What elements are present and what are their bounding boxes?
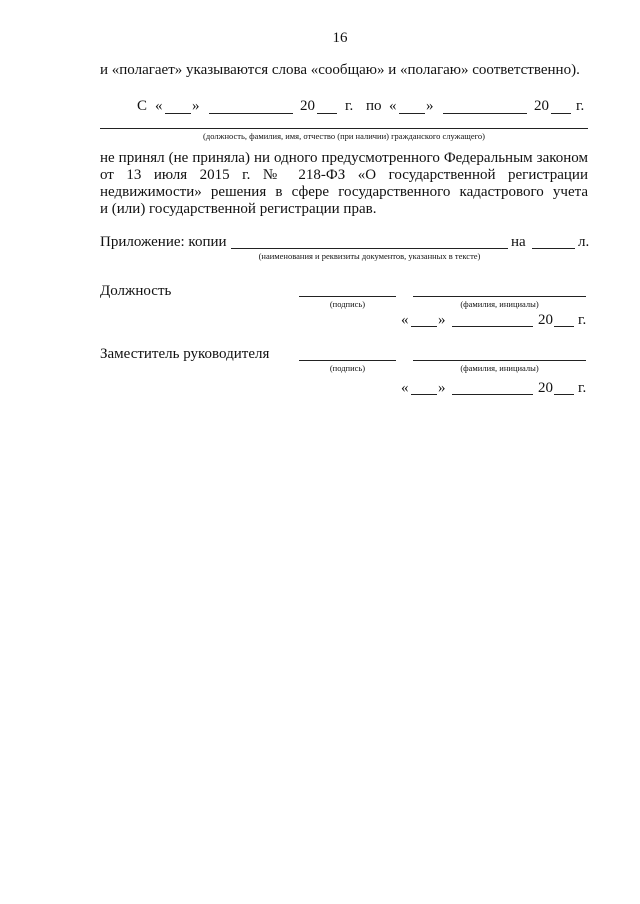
day-blank-1	[165, 113, 191, 114]
sig1-quote-open: «	[401, 312, 409, 328]
date-range-g-1: г.	[345, 98, 354, 114]
month-blank-1	[209, 113, 293, 114]
date-range-quote-close-2: »	[426, 98, 434, 114]
sig1-name-caption: (фамилия, инициалы)	[460, 299, 539, 309]
sig2-g: г.	[578, 380, 587, 396]
attachment-pages-blank	[532, 248, 575, 249]
sig1-year: 20	[538, 312, 553, 328]
sig1-signature-blank	[299, 296, 396, 297]
sig1-signature-caption: (подпись)	[329, 299, 366, 309]
sig2-day-blank	[411, 394, 437, 395]
sig2-year: 20	[538, 380, 553, 396]
attachment-caption: (наименования и реквизиты документов, указанных в тексте)	[258, 251, 481, 261]
body-line-1: не принял (не приняла) ни одного предусмотренного Федеральным законом	[100, 150, 588, 166]
date-range-po: по	[366, 98, 382, 114]
sig2-year-blank	[554, 394, 574, 395]
sig2-name-blank	[413, 360, 586, 361]
attachment-na: на	[511, 234, 526, 250]
day-blank-2	[399, 113, 425, 114]
sig2-month-blank	[452, 394, 533, 395]
sig1-name-blank	[413, 296, 586, 297]
official-caption: (должность, фамилия, имя, отчество (при наличии) гражданского служащего)	[203, 131, 485, 141]
sig1-title: Должность	[100, 283, 172, 299]
attachment-docs-blank	[231, 248, 508, 249]
sig1-day-blank	[411, 326, 437, 327]
date-range-quote-close-1: »	[192, 98, 200, 114]
date-range-g-2: г.	[576, 98, 585, 114]
sig2-title: Заместитель руководителя	[100, 346, 270, 362]
year-blank-1	[317, 113, 337, 114]
sig1-month-blank	[452, 326, 533, 327]
year-blank-2	[551, 113, 571, 114]
official-blank	[100, 128, 588, 129]
sig2-signature-caption: (подпись)	[329, 363, 366, 373]
intro-line: и «полагает» указываются слова «сообщаю» и «полагаю» соответственно).	[100, 62, 580, 78]
sig2-quote-close: »	[438, 380, 446, 396]
sig1-quote-close: »	[438, 312, 446, 328]
sig1-g: г.	[578, 312, 587, 328]
sig2-signature-blank	[299, 360, 396, 361]
page-number: 16	[332, 30, 348, 46]
body-line-3: недвижимости» решения в сфере государственного кадастрового учета	[100, 184, 588, 200]
date-range-quote-open-2: «	[389, 98, 397, 114]
date-range-year-1: 20	[300, 98, 315, 114]
month-blank-2	[443, 113, 527, 114]
body-line-2: от 13 июля 2015 г. № 218-ФЗ «О государственной регистрации	[100, 167, 588, 183]
body-line-4: и (или) государственной регистрации прав.	[100, 201, 377, 217]
attachment-label: Приложение: копии	[100, 234, 227, 250]
date-range-year-2: 20	[534, 98, 549, 114]
date-range-c: С	[137, 98, 148, 114]
date-range-quote-open-1: «	[155, 98, 163, 114]
sig1-year-blank	[554, 326, 574, 327]
sig2-name-caption: (фамилия, инициалы)	[460, 363, 539, 373]
sig2-quote-open: «	[401, 380, 409, 396]
body-paragraph	[100, 150, 588, 218]
attachment-l: л.	[578, 234, 590, 250]
